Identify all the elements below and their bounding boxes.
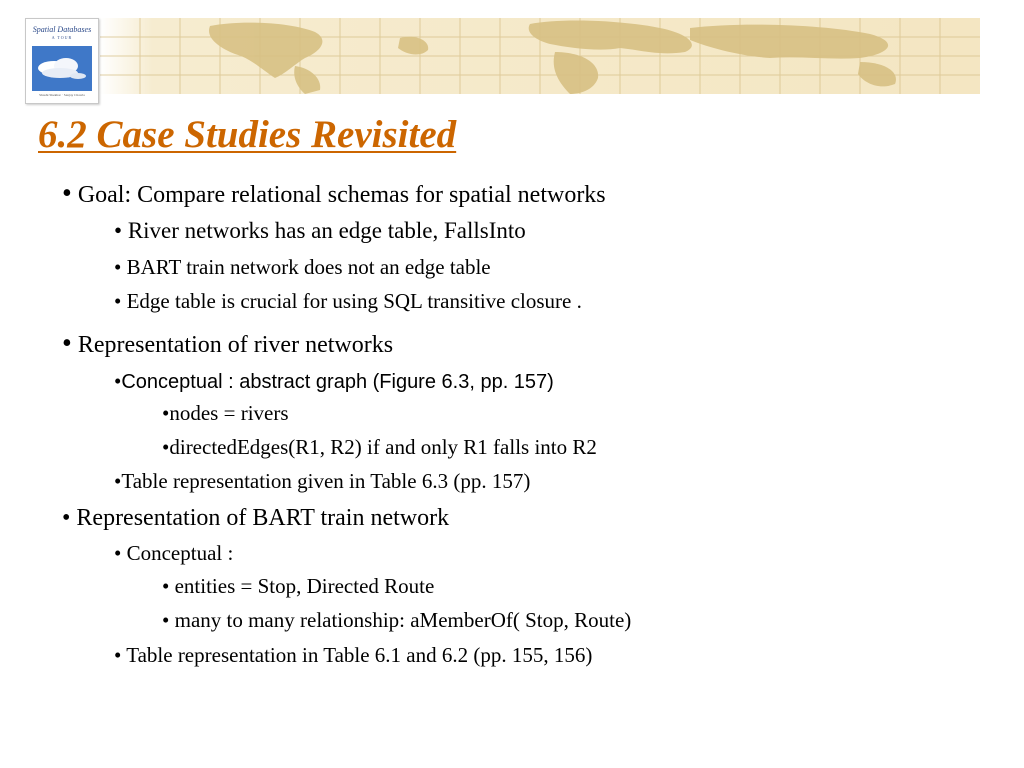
book-cover-subtitle: A TOUR [51, 35, 73, 40]
bullet-marker: • [62, 328, 72, 359]
bullet-directed-edges [162, 435, 597, 460]
book-cover-thumbnail [25, 18, 99, 104]
bullet-text: Conceptual : abstract graph (Figure 6.3, pp. 157) [121, 371, 554, 393]
bullet-bart-conceptual [114, 541, 233, 566]
bullet-marker: • [114, 289, 122, 313]
bullet-many-to-many [162, 608, 631, 633]
bullet-text: many to many relationship: aMemberOf( Stop, Route) [169, 608, 632, 632]
bullet-nodes-rivers [162, 401, 289, 426]
book-cover-authors: Shashi Shekhar · Sanjay Chawla [39, 93, 85, 97]
bullet-text: Table representation in Table 6.1 and 6.2 (pp. 155, 156) [121, 643, 593, 667]
bullet-bart-table [114, 643, 592, 668]
bullet-marker: • [162, 401, 170, 425]
bullet-river-edge-table [114, 218, 526, 244]
bullet-text: Conceptual : [121, 541, 234, 565]
bullet-text: Representation of BART train network [70, 505, 450, 531]
bullet-marker: • [62, 505, 71, 531]
bullet-goal [62, 178, 606, 210]
bullet-text: entities = Stop, Directed Route [169, 574, 435, 598]
bullet-text: BART train network does not an edge table [121, 255, 491, 279]
bullet-river-table [114, 469, 530, 494]
bullet-text: directedEdges(R1, R2) if and only R1 falls into R2 [169, 435, 597, 459]
bullet-text: Table representation given in Table 6.3 (pp. 157) [121, 469, 531, 493]
bullet-marker: • [162, 435, 170, 459]
book-cover-sky-image [32, 46, 92, 91]
bullet-river-conceptual [114, 369, 554, 394]
bullet-marker: • [114, 541, 122, 565]
bullet-text: Edge table is crucial for using SQL transitive closure . [121, 289, 582, 313]
bullet-bart-representation [62, 505, 449, 532]
bullet-entities [162, 574, 434, 599]
bullet-marker: • [162, 608, 170, 632]
bullet-marker: • [114, 218, 123, 243]
bullet-text: Representation of river networks [71, 332, 394, 358]
bullet-text: River networks has an edge table, FallsInto [122, 218, 526, 243]
slide-title: 6.2 Case Studies Revisited [38, 113, 457, 156]
world-map-banner [100, 18, 980, 94]
bullet-river-representation [62, 328, 393, 360]
bullet-bart-edge-table [114, 255, 491, 280]
bullet-marker: • [114, 469, 122, 493]
bullet-text: Goal: Compare relational schemas for spatial networks [71, 182, 606, 208]
bullet-marker: • [114, 255, 122, 279]
book-cover-title: Spatial Databases [32, 25, 92, 34]
bullet-marker: • [162, 574, 170, 598]
bullet-marker: • [114, 369, 122, 393]
bullet-marker: • [62, 178, 72, 209]
bullet-marker: • [114, 643, 122, 667]
bullet-text: nodes = rivers [169, 401, 289, 425]
bullet-edge-table-crucial [114, 289, 582, 314]
